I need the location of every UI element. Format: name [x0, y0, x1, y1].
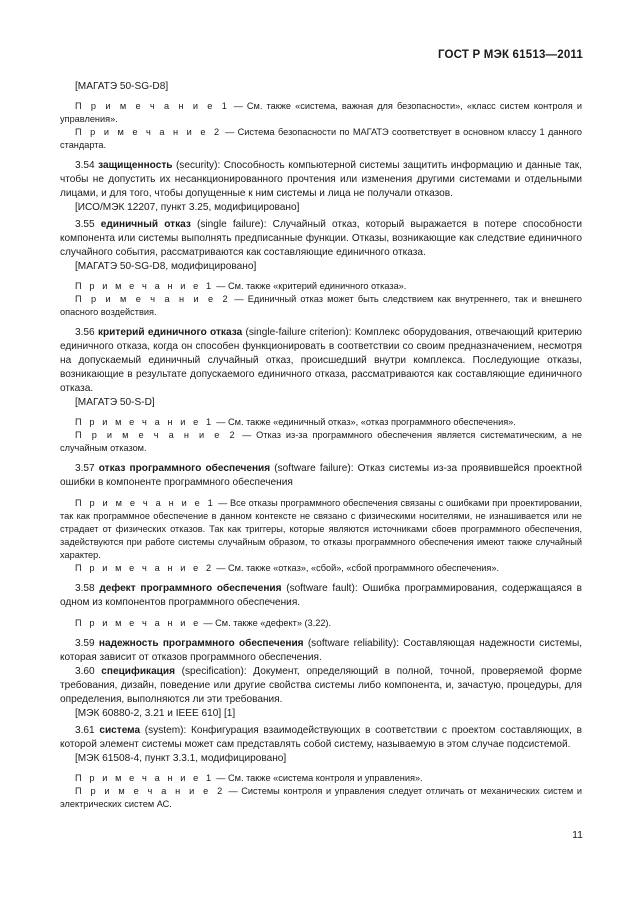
- note-text: — См. также «критерий единичного отказа».: [213, 281, 407, 291]
- note-text: — См. также «система, важная для безопасности», «класс систем контроля и управления».: [60, 101, 583, 124]
- spacer: [60, 152, 582, 159]
- note-text: — Отказ из-за программного обеспечения является систематическим, а не случайным отказом.: [60, 430, 583, 453]
- term-number: 3.56: [75, 327, 98, 338]
- term-definition: [60, 218, 582, 260]
- term-text: (software fault): Ошибка программирования, содержащаяся в одном из компонентов программного обеспечения.: [60, 583, 583, 608]
- note-label: П р и м е ч а н и е 1: [75, 417, 214, 427]
- term-name: защищенность: [98, 160, 173, 171]
- term-name: система: [99, 725, 141, 736]
- term-name: отказ программного обеспечения: [98, 463, 271, 474]
- term-number: 3.54: [75, 160, 99, 171]
- term-text: (software reliability): Составляющая надежности системы, которая зависит от отказов программного обеспечения.: [60, 638, 583, 663]
- term-text: (security): Способность компьютерной системы защитить информацию и данные так, чтобы не допустить их несанкционированного прочтения или изменения другими системами и отдельными лицами, и для того, чтобы допущенные к ним системы и лица не получали отказов.: [60, 160, 582, 199]
- term-name: дефект программного обеспечения: [99, 583, 282, 594]
- note-text: — См. также «система контроля и управления».: [213, 773, 423, 783]
- note-label: П р и м е ч а н и е: [75, 618, 201, 628]
- spacer: [60, 630, 582, 637]
- document-header: ГОСТ Р МЭК 61513—2011: [437, 49, 583, 61]
- source-reference: [МАГАТЭ 50-SG-D8]: [75, 81, 169, 92]
- note: [60, 100, 582, 126]
- note-label: П р и м е ч а н и е 1: [75, 498, 216, 508]
- term-definition: [60, 724, 582, 752]
- term-definition: [60, 665, 582, 707]
- document-body: [60, 80, 582, 811]
- note-label: П р и м е ч а н и е 2: [75, 563, 214, 573]
- term-definition: [60, 582, 582, 610]
- page-number: 11: [572, 829, 583, 841]
- term-number: 3.55: [75, 219, 101, 230]
- term-name: единичный отказ: [100, 219, 191, 230]
- note-label: П р и м е ч а н и е 2: [75, 786, 225, 796]
- term-number: 3.61: [75, 725, 100, 736]
- note: [60, 416, 582, 429]
- note: [60, 293, 582, 319]
- note-text: — Система безопасности по МАГАТЭ соответствует в основном классу 1 данного стандарта.: [60, 127, 582, 150]
- source-reference: [МАГАТЭ 50-SG-D8, модифицировано]: [75, 261, 257, 272]
- term-definition: [60, 326, 582, 396]
- term-text: (specification): Документ, определяющий в полной, точной, проверяемой форме требования, дизайн, поведение или другие свойства системы либо компонента, и, зачастую, процедуры, для определения, выполняются ли эти требования.: [60, 666, 583, 705]
- note-text: — См. также «дефект» (3.22).: [200, 618, 332, 628]
- note: [60, 126, 582, 152]
- term-name: спецификация: [101, 666, 175, 677]
- term-definition: [60, 637, 582, 665]
- note-label: П р и м е ч а н и е 2: [75, 294, 231, 304]
- term-text: (system): Конфигурация взаимодействующих в соответствии с проектом составляющих, в которой элемент системы может сам представлять собой систему, называемую в этом случае подсистемой.: [60, 725, 583, 750]
- source-reference: [МЭК 61508-4, пункт 3.3.1, модифицировано]: [75, 753, 287, 764]
- note: [60, 429, 582, 455]
- spacer: [60, 490, 582, 497]
- note-label: П р и м е ч а н и е 2: [75, 127, 222, 137]
- source-reference: [ИСО/МЭК 12207, пункт 3.25, модифицировано]: [75, 202, 300, 213]
- source-reference: [МАГАТЭ 50-S-D]: [75, 397, 155, 408]
- note: [60, 562, 582, 575]
- note-text: — Все отказы программного обеспечения связаны с ошибками при проектировании, так как программное обеспечение в данном контексте не связано с физическими носителями, не изнашивается или не страдает от физических отказов. Так как триггеры, которые являются источниками сбоев программного обеспечения, задействуются при работе системы случайным образом, то отказы программного обеспечения имеют также случайный характер.: [60, 498, 583, 560]
- note-label: П р и м е ч а н и е 2: [75, 430, 238, 440]
- term-name: критерий единичного отказа: [97, 327, 243, 338]
- term-definition: [60, 462, 582, 490]
- note: [60, 497, 582, 562]
- note-text: — Единичный отказ может быть следствием как внутреннего, так и внешнего опасного воздействия.: [60, 294, 583, 317]
- note-text: — См. также «единичный отказ», «отказ программного обеспечения».: [213, 417, 516, 427]
- term-number: 3.57: [75, 463, 99, 474]
- note: [60, 785, 582, 811]
- note: [60, 280, 582, 293]
- term-number: 3.58: [75, 583, 100, 594]
- note-label: П р и м е ч а н и е 1: [75, 281, 214, 291]
- spacer: [60, 455, 582, 462]
- note-label: П р и м е ч а н и е 1: [75, 773, 214, 783]
- spacer: [60, 610, 582, 617]
- term-number: 3.60: [75, 666, 102, 677]
- term-definition: [60, 159, 582, 201]
- term-text: (single failure): Случайный отказ, который выражается в потере способности компонента или системы выполнять предписанные функции. Отказы, возникающие как следствие единичного случайного события, рассматриваются как составляющие единичного отказа.: [60, 219, 583, 258]
- term-text: (software failure): Отказ системы из-за проявившейся проектной ошибки в компоненте программного обеспечения: [60, 463, 582, 488]
- source-reference: [МЭК 60880-2, 3.21 и IEEE 610] [1]: [75, 708, 236, 719]
- note-label: П р и м е ч а н и е 1: [75, 101, 230, 111]
- note: [60, 772, 582, 785]
- note-text: — Системы контроля и управления следует отличать от механических систем и электрических систем АС.: [60, 786, 582, 809]
- note: [60, 617, 582, 630]
- spacer: [60, 319, 582, 326]
- note-text: — См. также «отказ», «сбой», «сбой программного обеспечения».: [213, 563, 500, 573]
- term-number: 3.59: [75, 638, 99, 649]
- spacer: [60, 575, 582, 582]
- term-name: надежность программного обеспечения: [98, 638, 304, 649]
- term-text: (single-failure criterion): Комплекс оборудования, отвечающий критерию единичного отказа, когда он способен функционировать в соответствии со своим предназначением, несмотря на допускаемый единичный случайный отказ, происшедший внутри комплекса. Последующие отказы, возникающие в результате допускаемого единичного отказа, рассматриваются как составляющие единичного отказа.: [60, 327, 582, 394]
